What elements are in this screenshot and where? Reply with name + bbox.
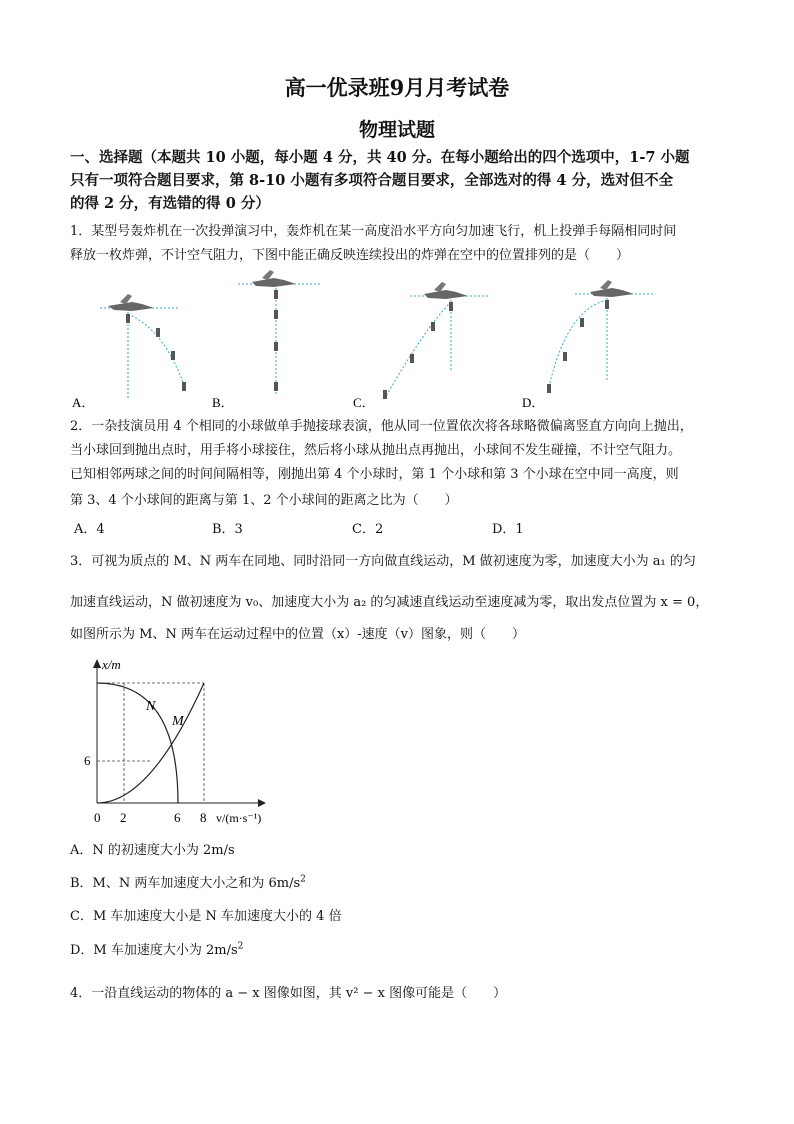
q3-option-d-text: D．M 车加速度大小为 2m/s <box>70 943 238 958</box>
q1-option-c: C． <box>353 395 375 410</box>
q3-x-axis-label: v/(m·s⁻¹) <box>216 811 262 825</box>
q3-line2: 加速直线运动，N 做初速度为 v₀、加速度大小为 a₂ 的匀减速直线运动至速度减为零，取出发点位置为 x = 0， <box>70 595 709 610</box>
section-heading-line2: 只有一项符合题目要求，第 8-10 小题有多项符合题目要求，全部选对的得 4 分，选对但不全 <box>70 172 674 189</box>
q3-option-c: C．M 车加速度大小是 N 车加速度大小的 4 倍 <box>70 909 342 924</box>
q3-option-a: A．N 的初速度大小为 2m/s <box>70 843 235 858</box>
q1-figure-d <box>547 280 655 393</box>
q1-figure-a <box>100 294 186 398</box>
q2-line3: 已知相邻两球之间的时间间隔相等，刚抛出第 4 个小球时，第 1 个小球和第 3 个小球在空中同一高度，则 <box>70 467 679 482</box>
q1-line1: 1．某型号轰炸机在一次投弹演习中，轰炸机在某一高度沿水平方向匀加速飞行，机上投弹手每隔相同时间 <box>70 224 677 239</box>
q3-x-tick-0: 0 <box>94 810 101 825</box>
exam-title: 高一优录班9月月考试卷 <box>284 75 510 100</box>
q3-option-b-sup: 2 <box>300 874 306 885</box>
q3-option-b <box>70 873 730 895</box>
exam-subtitle: 物理试题 <box>358 119 435 141</box>
q3-y-axis-label: x/m <box>102 657 121 672</box>
q4-line1: 4．一沿直线运动的物体的 a − x 图像如图，其 v² − x 图像可能是（ ） <box>70 986 507 1001</box>
q1-option-d: D． <box>522 395 545 410</box>
section-heading-line1: 一、选择题（本题共 10 小题，每小题 4 分，共 40 分。在每小题给出的四个选项中，1-7 小题 <box>70 149 690 166</box>
q3-x-tick-6: 6 <box>174 810 181 825</box>
q3-x-tick-8: 8 <box>200 810 207 825</box>
q3-xv-graph <box>80 655 280 830</box>
q3-x-tick-2: 2 <box>120 810 127 825</box>
q3-y-tick-6: 6 <box>84 753 91 768</box>
q1-line2: 释放一枚炸弹，不计空气阻力，下图中能正确反映连续投出的炸弹在空中的位置排列的是（ ） <box>70 248 630 263</box>
section-heading-line3: 的得 2 分，有选错的得 0 分） <box>70 195 270 212</box>
q2-option-b: B．3 <box>212 522 243 537</box>
q2-option-d: D．1 <box>492 522 524 537</box>
q3-option-d-sup: 2 <box>237 941 244 952</box>
q2-option-c: C．2 <box>352 522 384 537</box>
q3-curve-n-label: N <box>146 699 156 714</box>
q3-option-d <box>70 940 730 962</box>
q3-option-b-text: B．M、N 两车加速度大小之和为 6m/s <box>70 876 301 891</box>
q1-option-a: A． <box>72 395 95 410</box>
q3-line3: 如图所示为 M、N 两车在运动过程中的位置（x）-速度（v）图象，则（ ） <box>70 627 526 642</box>
q2-line1: 2．一杂技演员用 4 个相同的小球做单手抛接球表演，他从同一位置依次将各球略微偏离竖直方向向上抛出， <box>70 419 693 434</box>
q1-option-b: B． <box>212 395 234 410</box>
q3-curve-m-label: M <box>172 714 184 729</box>
q2-line2: 当小球回到抛出点时，用手将小球接住，然后将小球从抛出点再抛出，小球间不发生碰撞，不计空气阻力。 <box>70 443 682 458</box>
q1-figure-b <box>238 270 320 395</box>
q3-line1: 3．可视为质点的 M、N 两车在同地、同时沿同一方向做直线运动，M 做初速度为零，加速度大小为 a₁ 的匀 <box>70 554 696 569</box>
q1-figure-c <box>383 282 490 399</box>
q2-option-a: A．4 <box>74 522 105 537</box>
q1-figures <box>70 270 670 412</box>
q2-line4: 第 3、4 个小球间的距离与第 1、2 个小球间的距离之比为（ ） <box>70 493 458 508</box>
